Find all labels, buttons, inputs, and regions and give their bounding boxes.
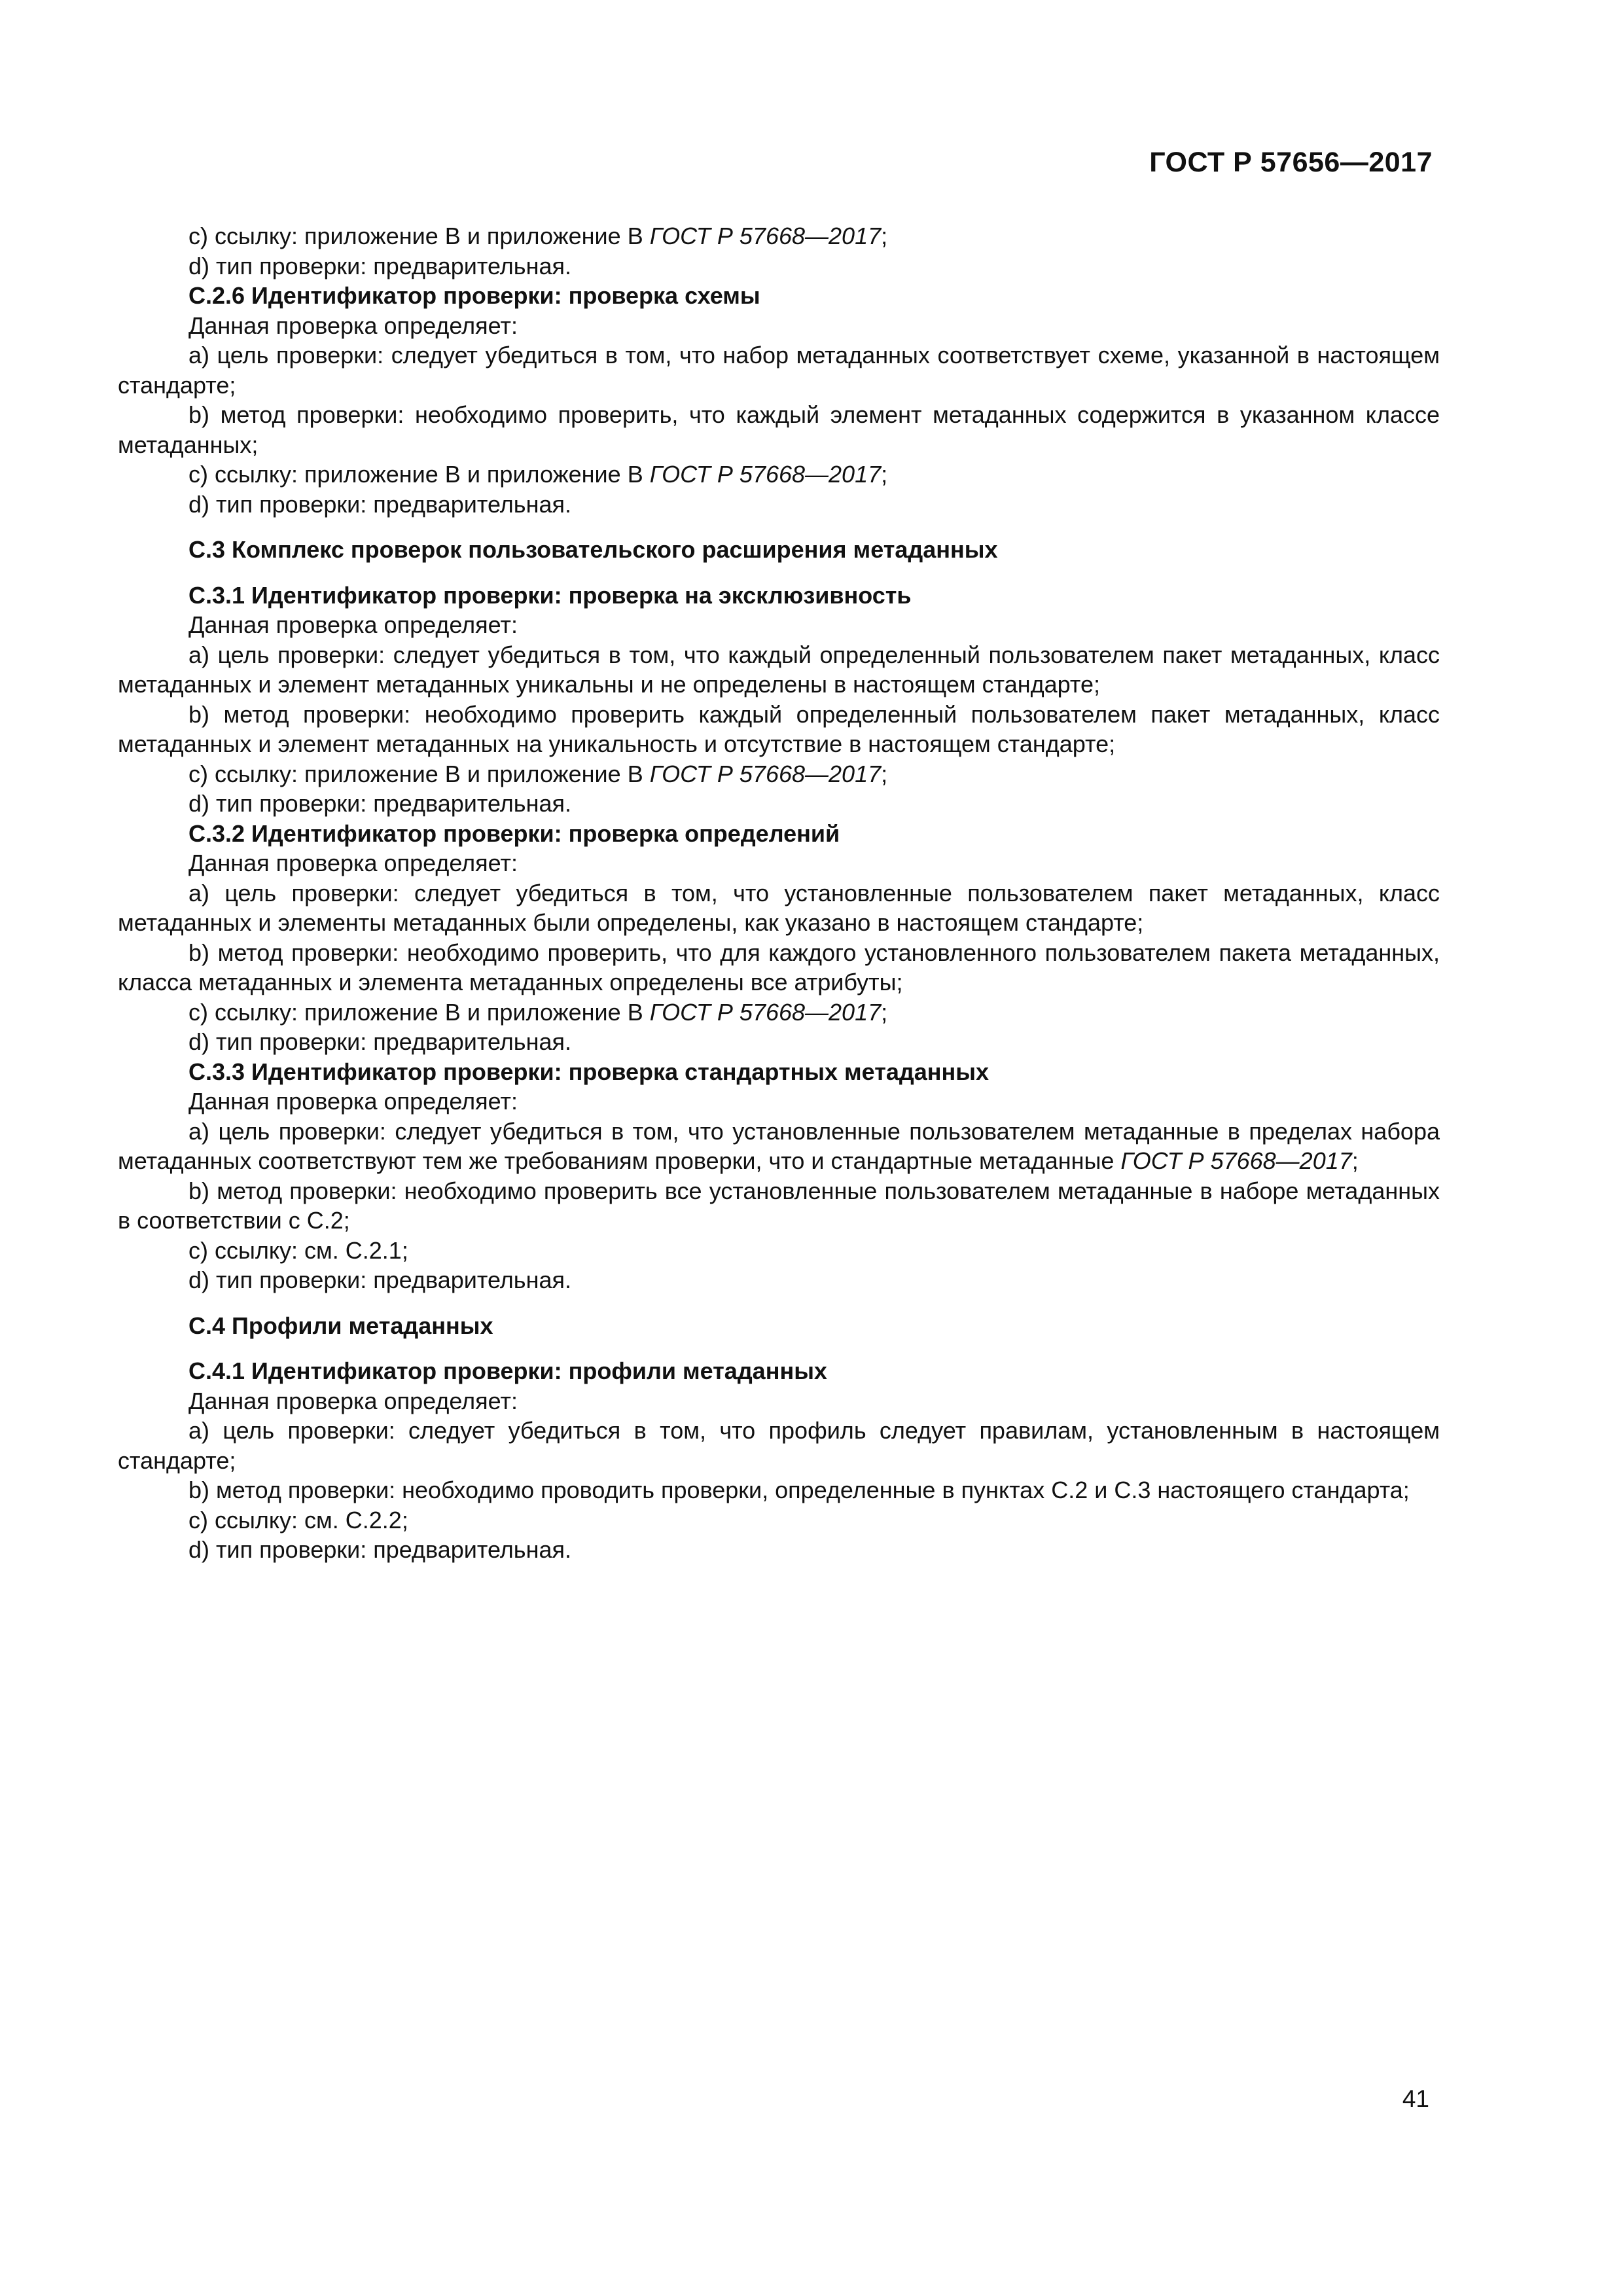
paragraph-text: а) цель проверки: следует убедиться в том, что установленные пользователем пакет метаданных, класс метаданных и элементы метаданных были определены, как указано в настоящем стандарте; [118,879,1440,936]
section-heading [118,1356,1440,1386]
paragraph-text: С.3 Комплекс проверок пользовательского расширения метаданных [188,536,998,563]
paragraph [118,1117,1440,1176]
paragraph [118,789,1440,819]
standard-reference: ГОСТ Р 57668—2017 [649,760,882,787]
paragraph-text: Данная проверка определяет: [188,850,518,876]
paragraph [118,459,1440,490]
paragraph [118,997,1440,1028]
paragraph-text: а) цель проверки: следует убедиться в том, что установленные пользователем метаданные в пределах набора метаданных соответствуют тем же требованиям проверки, что и стандартные метаданные [118,1117,1440,1174]
paragraph-text: d) тип проверки: предварительная. [188,1266,571,1293]
page-number: 41 [1402,2085,1429,2112]
paragraph [118,251,1440,281]
paragraph [118,400,1440,459]
section-heading [118,819,1440,849]
paragraph-text: а) цель проверки: следует убедиться в том, что каждый определенный пользователем пакет метаданных, класс метаданных и элемент метаданных уникальны и не определены в настоящем стандарте; [118,641,1440,698]
paragraph-text: С.2.6 Идентификатор проверки: проверка схемы [188,282,760,309]
paragraph-text: С.3.1 Идентификатор проверки: проверка на эксклюзивность [188,581,912,609]
paragraph [118,759,1440,789]
paragraph-text: Данная проверка определяет: [188,1387,518,1414]
punctuation: ; [881,998,888,1026]
paragraph-text: d) тип проверки: предварительная. [188,1536,571,1563]
paragraph [118,1265,1440,1295]
paragraph-text: С.3.3 Идентификатор проверки: проверка стандартных метаданных [188,1058,989,1085]
standard-reference: ГОСТ Р 57668—2017 [649,461,882,488]
paragraph [118,221,1440,251]
paragraph-text: с) ссылку: приложение В и приложение В [188,998,650,1026]
paragraph [118,848,1440,878]
paragraph-text: с) ссылку: см. С.2.1; [188,1236,408,1264]
paragraph-text: с) ссылку: см. С.2.2; [188,1506,408,1534]
paragraph-text: b) метод проверки: необходимо проверить, что для каждого установленного пользователем пакета метаданных, класса метаданных и элемента метаданных определены все атрибуты; [118,939,1440,996]
section-heading [118,1057,1440,1087]
paragraph [118,490,1440,520]
paragraph-text: Данная проверка определяет: [188,1088,518,1115]
paragraph [118,1236,1440,1266]
paragraph [118,1416,1440,1475]
paragraph [118,700,1440,759]
standard-reference: ГОСТ Р 57668—2017 [649,223,882,249]
punctuation: ; [1351,1147,1359,1174]
paragraph-text: С.3.2 Идентификатор проверки: проверка определений [188,819,840,847]
paragraph [118,1505,1440,1535]
paragraph-text: b) метод проверки: необходимо проверить все установленные пользователем метаданные в наборе метаданных в соответствии с С.2; [118,1177,1440,1234]
punctuation: ; [881,223,888,249]
paragraph [118,938,1440,997]
paragraph [118,311,1440,341]
document-body [118,221,1440,1565]
section-heading [118,1311,1440,1341]
paragraph-text: С.4 Профили метаданных [188,1312,493,1339]
paragraph-text: b) метод проверки: необходимо проводить проверки, определенные в пунктах С.2 и С.3 настоящего стандарта; [188,1477,1410,1503]
section-heading [118,581,1440,611]
paragraph [118,1176,1440,1236]
paragraph-text: d) тип проверки: предварительная. [188,1028,571,1055]
paragraph-text: Данная проверка определяет: [188,611,518,638]
paragraph-text: с) ссылку: приложение В и приложение В [188,461,650,488]
section-heading [118,535,1440,565]
paragraph-text: а) цель проверки: следует убедиться в том, что профиль следует правилам, установленным в настоящем стандарте; [118,1417,1440,1474]
paragraph [118,1086,1440,1117]
punctuation: ; [881,461,888,488]
paragraph [118,1475,1440,1505]
standard-reference: ГОСТ Р 57668—2017 [649,998,882,1026]
standard-reference: ГОСТ Р 57668—2017 [1120,1147,1352,1174]
paragraph [118,1027,1440,1057]
paragraph-text: b) метод проверки: необходимо проверить каждый определенный пользователем пакет метаданных, класс метаданных и элемент метаданных на уникальность и отсутствие в настоящем стандарте; [118,700,1440,757]
paragraph [118,1535,1440,1565]
paragraph-text: d) тип проверки: предварительная. [188,252,571,279]
punctuation: ; [881,760,888,787]
paragraph [118,610,1440,640]
paragraph-text: d) тип проверки: предварительная. [188,490,571,518]
paragraph [118,878,1440,938]
paragraph-text: С.4.1 Идентификатор проверки: профили метаданных [188,1357,827,1384]
section-heading [118,281,1440,311]
paragraph [118,1386,1440,1416]
paragraph-text: d) тип проверки: предварительная. [188,790,571,817]
paragraph [118,340,1440,400]
paragraph-text: b) метод проверки: необходимо проверить, что каждый элемент метаданных содержится в указанном классе метаданных; [118,401,1440,458]
paragraph [118,640,1440,700]
paragraph-text: а) цель проверки: следует убедиться в том, что набор метаданных соответствует схеме, указанной в настоящем стандарте; [118,342,1440,399]
standard-code-header: ГОСТ Р 57656—2017 [1149,147,1433,178]
paragraph-text: с) ссылку: приложение В и приложение В [188,223,650,249]
paragraph-text: Данная проверка определяет: [188,312,518,339]
paragraph-text: с) ссылку: приложение В и приложение В [188,760,650,787]
